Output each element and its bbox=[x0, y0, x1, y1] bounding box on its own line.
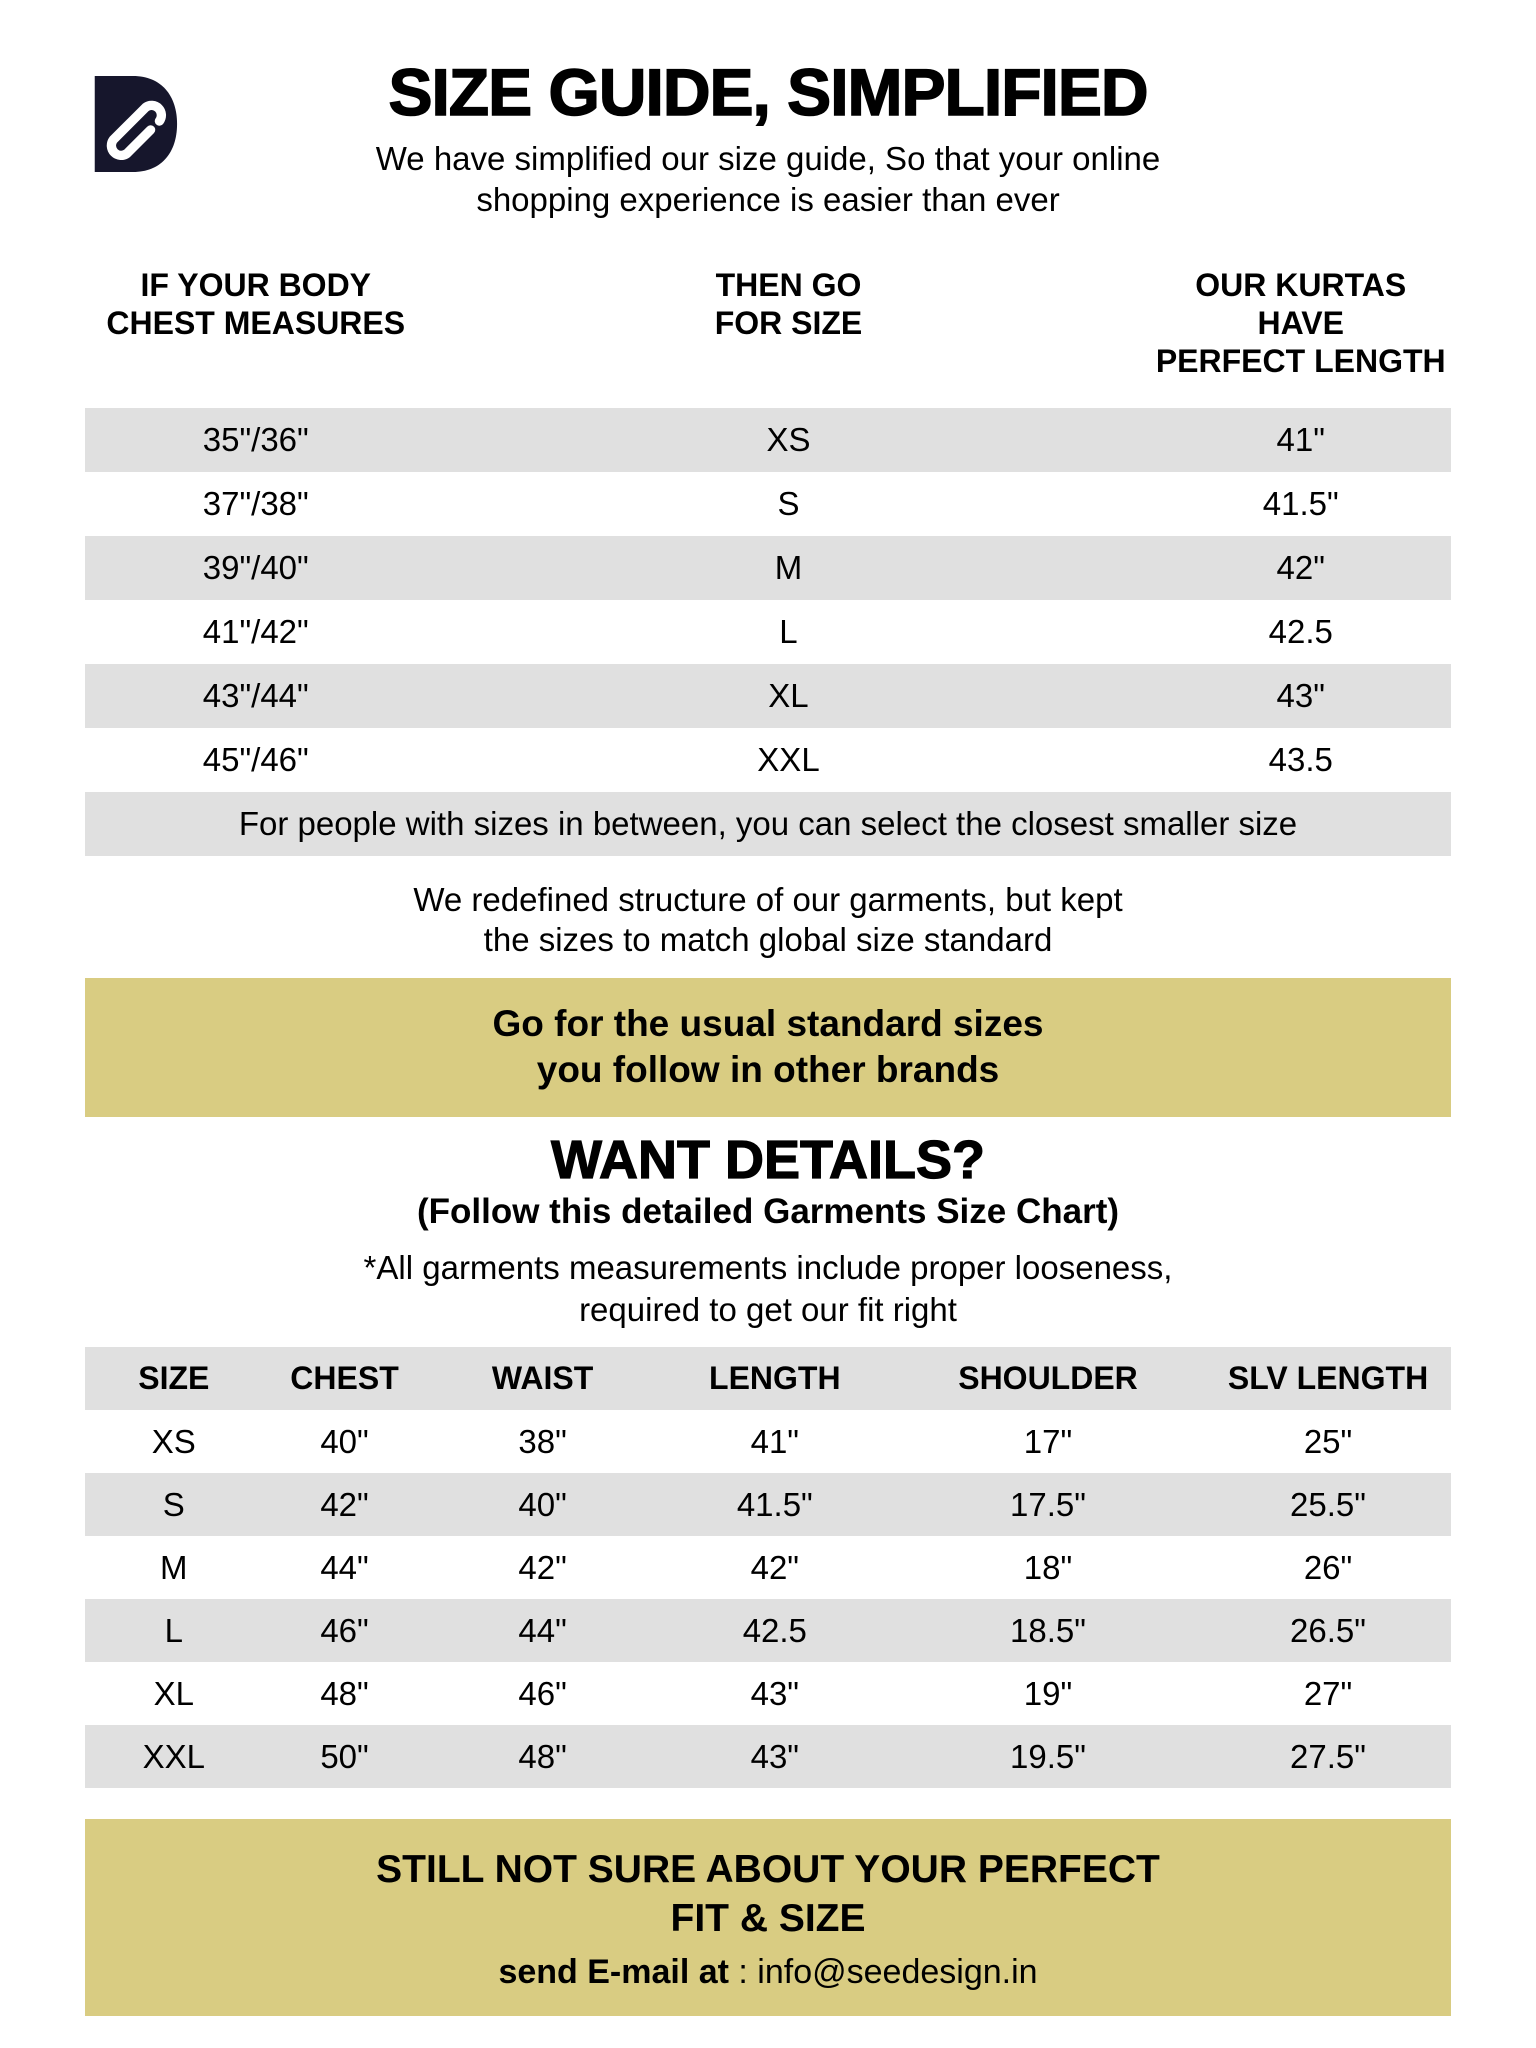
column-header: SLV LENGTH bbox=[1227, 1360, 1429, 1396]
cell: 43.5 bbox=[1268, 741, 1333, 778]
cell: 17.5" bbox=[1010, 1485, 1086, 1523]
table-row bbox=[85, 472, 1451, 536]
cell: 42" bbox=[518, 1548, 567, 1586]
page-title: SIZE GUIDE, SIMPLIFIED bbox=[388, 55, 1148, 129]
cell: 44" bbox=[518, 1611, 567, 1649]
cell: S bbox=[162, 1485, 185, 1523]
cell: XXL bbox=[757, 741, 820, 778]
cell: 18.5" bbox=[1010, 1611, 1086, 1649]
table-row bbox=[85, 600, 1451, 664]
cell: 18" bbox=[1023, 1548, 1073, 1586]
simple-table-body bbox=[85, 408, 1451, 792]
cell: 41.5" bbox=[736, 1485, 813, 1523]
contact-email-line bbox=[85, 1953, 1451, 1992]
column-header-size: THEN GO FOR SIZE bbox=[714, 267, 863, 341]
contact-banner-line: STILL NOT SURE ABOUT YOUR PERFECT bbox=[376, 1848, 1160, 1891]
cell: 50" bbox=[320, 1737, 369, 1775]
cell: XL bbox=[768, 677, 809, 714]
column-header: CHEST bbox=[290, 1360, 399, 1396]
email-label: send E-mail at bbox=[498, 1953, 729, 1991]
cell: XS bbox=[766, 421, 811, 458]
cell: 27.5" bbox=[1290, 1737, 1366, 1775]
cell: 19" bbox=[1023, 1674, 1073, 1712]
cell: 46" bbox=[320, 1611, 369, 1649]
table-row bbox=[85, 1662, 1451, 1725]
simple-table-headers bbox=[85, 266, 1451, 380]
cell: 26" bbox=[1303, 1548, 1353, 1586]
cell: L bbox=[164, 1611, 183, 1649]
cell: L bbox=[779, 613, 798, 650]
cell: 40" bbox=[518, 1485, 567, 1523]
column-header: SHOULDER bbox=[958, 1360, 1138, 1396]
want-details-subheading: (Follow this detailed Garments Size Chart) bbox=[416, 1192, 1120, 1231]
cell: 27" bbox=[1303, 1674, 1353, 1712]
table-row bbox=[85, 536, 1451, 600]
redefined-note: We redefined structure of our garments, but kept the sizes to match global size standard bbox=[413, 881, 1123, 958]
cell: 44" bbox=[320, 1548, 369, 1586]
cell: S bbox=[777, 485, 800, 522]
table-row bbox=[85, 408, 1451, 472]
cell: XXL bbox=[142, 1737, 205, 1775]
cell: 41" bbox=[750, 1422, 800, 1460]
cell: 25" bbox=[1303, 1422, 1353, 1460]
cell: 48" bbox=[518, 1737, 567, 1775]
standard-sizes-banner: Go for the usual standard sizes you follow in other brands bbox=[85, 978, 1451, 1117]
cell: 35"/36" bbox=[202, 421, 309, 458]
cell: XL bbox=[153, 1674, 194, 1712]
table-row bbox=[85, 728, 1451, 792]
column-header-chest: IF YOUR BODY CHEST MEASURES bbox=[106, 267, 406, 341]
cell: XS bbox=[151, 1422, 196, 1460]
cell: 41.5" bbox=[1262, 485, 1339, 522]
cell: 38" bbox=[518, 1422, 567, 1460]
cell: 41" bbox=[1276, 421, 1325, 458]
cell: 42" bbox=[320, 1485, 369, 1523]
cell: 43" bbox=[750, 1674, 800, 1712]
cell: 42" bbox=[1276, 549, 1325, 586]
cell: M bbox=[774, 549, 803, 586]
cell: 39"/40" bbox=[202, 549, 309, 586]
cell: 40" bbox=[320, 1422, 369, 1460]
looseness-note: *All garments measurements include proper looseness, required to get our fit right bbox=[363, 1249, 1173, 1328]
cell: 42" bbox=[750, 1548, 800, 1586]
table-row bbox=[85, 1536, 1451, 1599]
column-header: SIZE bbox=[138, 1360, 210, 1396]
cell: 42.5 bbox=[1268, 613, 1333, 650]
cell: 42.5 bbox=[742, 1611, 807, 1649]
in-between-sizes-note: For people with sizes in between, you can select the closest smaller size bbox=[85, 792, 1451, 856]
detailed-size-table bbox=[85, 1347, 1451, 1788]
want-details-heading: WANT DETAILS? bbox=[551, 1130, 985, 1190]
email-address: : info@seedesign.in bbox=[728, 1953, 1038, 1991]
cell: 41"/42" bbox=[202, 613, 309, 650]
cell: 45"/46" bbox=[202, 741, 309, 778]
cell: 43"/44" bbox=[202, 677, 309, 714]
subtitle-line: shopping experience is easier than ever bbox=[476, 181, 1060, 218]
table-row bbox=[85, 1599, 1451, 1662]
table-row bbox=[85, 1725, 1451, 1788]
cell: M bbox=[160, 1548, 188, 1586]
table-row bbox=[85, 664, 1451, 728]
detail-table-header-row bbox=[85, 1347, 1451, 1410]
cell: 46" bbox=[518, 1674, 567, 1712]
cell: 48" bbox=[320, 1674, 369, 1712]
subtitle-line: We have simplified our size guide, So that your online bbox=[375, 140, 1161, 177]
cell: 37"/38" bbox=[202, 485, 309, 522]
cell: 17" bbox=[1023, 1422, 1073, 1460]
cell: 25.5" bbox=[1290, 1485, 1366, 1523]
table-row bbox=[85, 1410, 1451, 1473]
cell: 43" bbox=[1276, 677, 1325, 714]
contact-banner bbox=[85, 1819, 1451, 2016]
table-row bbox=[85, 1473, 1451, 1536]
brand-logo-icon bbox=[82, 74, 180, 174]
column-header-length: OUR KURTAS HAVE PERFECT LENGTH bbox=[1155, 267, 1446, 379]
cell: 19.5" bbox=[1010, 1737, 1086, 1775]
column-header: LENGTH bbox=[709, 1360, 841, 1396]
column-header: WAIST bbox=[491, 1360, 594, 1396]
simple-size-table bbox=[85, 266, 1451, 856]
contact-banner-line: FIT & SIZE bbox=[670, 1897, 866, 1940]
page-subtitle bbox=[0, 138, 1536, 220]
cell: 43" bbox=[750, 1737, 800, 1775]
cell: 26.5" bbox=[1290, 1611, 1366, 1649]
